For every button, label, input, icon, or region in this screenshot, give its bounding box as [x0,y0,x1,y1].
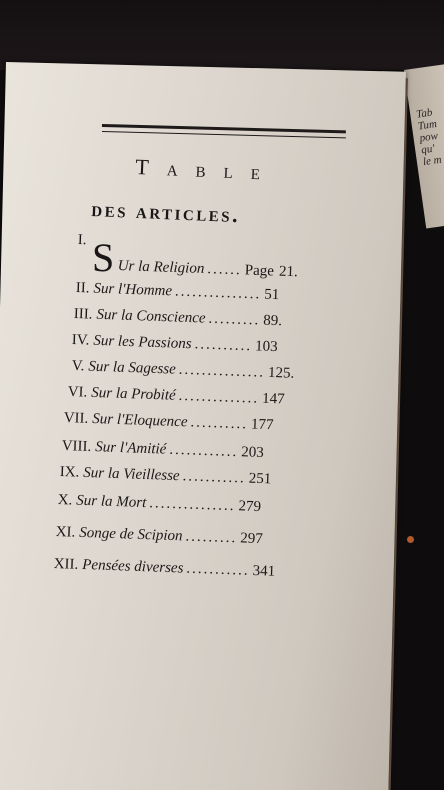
entry-leader: ........... [182,468,247,487]
ink-spot [406,535,416,545]
facing-line: Tab [415,106,434,121]
entry-title: Songe de Scipion [79,524,183,545]
entry-leader: ............... [178,361,266,381]
entry-page: 177 [250,416,274,434]
page-subtitle: des articles. [90,196,241,228]
facing-line: Tum [417,118,438,133]
entry-number: XII. [53,556,79,573]
entry-page: 89. [262,312,283,330]
dark-background [0,0,444,70]
entry-page: 251 [248,470,272,488]
entry-page: 103 [254,338,278,356]
entry-title: Sur la Probité [91,384,176,404]
entry-page: 279 [238,498,262,516]
entry-title: Pensées diverses [82,556,184,577]
facing-line: qu' [420,142,436,157]
entry-leader: ............ [169,441,239,461]
entry-leader: ............... [174,283,262,303]
entry-leader: ............... [148,495,236,515]
entry-page: 125. [267,364,295,382]
facing-line: le m [422,153,443,169]
entry-number: VII. [63,410,89,427]
entry-title: Sur l'Eloquence [92,410,188,431]
entry-page: 297 [239,530,264,548]
entry-number: VIII. [61,438,92,456]
entry-title: Sur la Sagesse [88,358,177,378]
entry-number: XI. [55,524,76,541]
entry-title: Sur la Conscience [96,306,206,327]
entry-number: III. [73,306,93,323]
entry-number: II. [75,280,90,297]
entry-title: Sur l'Homme [93,280,173,300]
entry-leader: .............. [178,387,260,407]
entry-number: IV. [71,332,90,349]
entry-page: 51 [263,286,280,304]
toc-entry [77,232,90,249]
entry-title: Sur la Mort [76,492,147,512]
entry-leader: .......... [190,414,249,433]
entry-number: V. [71,358,85,375]
entry-number: IX. [59,464,80,481]
entry-title: Sur les Passions [93,332,192,353]
entry-number: I. [77,232,87,249]
facing-page [404,62,444,229]
entry-leader: ........... [186,560,250,579]
drop-cap: S [92,235,115,280]
entry-leader: ......... [208,310,261,329]
entry-leader: ......... [185,528,238,547]
entry-title: Ur la Religion [117,258,205,278]
entry-page: 21. [278,263,298,281]
facing-line: pow [418,129,439,145]
entry-leader: .......... [194,336,253,355]
entry-title: Sur la Vieillesse [83,464,180,485]
entry-page: 203 [241,444,265,462]
entry-page: 341 [252,562,276,580]
entry-leader: ...... [207,261,243,279]
page-title: Table [134,154,279,185]
entry-number: VI. [67,384,88,401]
entry-number: X. [57,492,73,509]
page-word: Page [244,262,275,280]
facing-page-text [416,102,444,168]
entry-page: 147 [261,390,285,408]
entry-title: Sur l'Amitié [94,439,167,458]
